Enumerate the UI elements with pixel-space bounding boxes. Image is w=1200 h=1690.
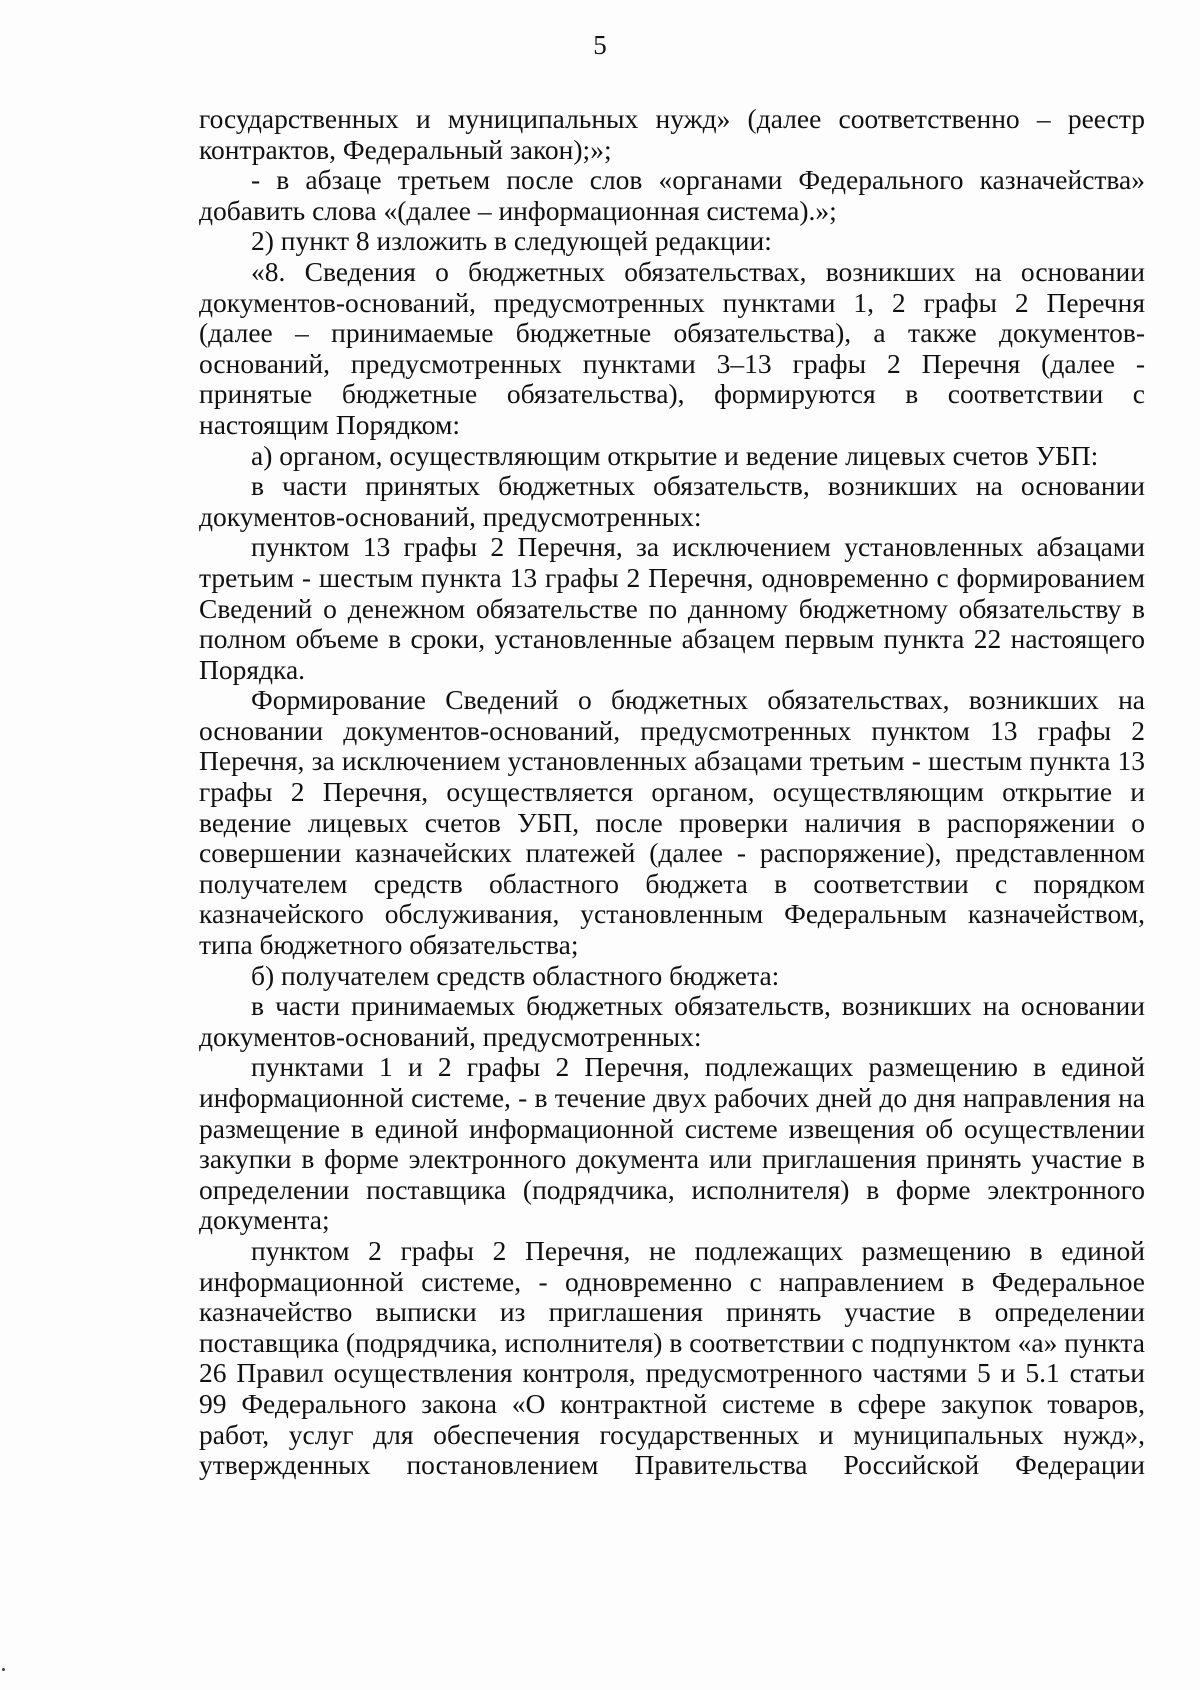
paragraph-1: государственных и муниципальных нужд» (далее соответственно – реестр контрактов, Федеральный закон);»; [199,103,1145,165]
paragraph-12: пунктом 2 графы 2 Перечня, не подлежащих размещению в единой информационной системе, - одновременно с направлением в Федеральное казначейство выписки из приглашения принять участие в определении поставщика (подрядчика, исполнителя) в соответствии с подпунктом «а» пункта 26 Правил осуществления контроля, предусмотренного частями 5 и 5.1 статьи 99 Федерального закона «О контрактной системе в сфере закупок товаров, работ, услуг для обеспечения государственных и муниципальных нужд», утвержденных постановлением Правительства Российской Федерации [199,1234,1145,1481]
paragraph-4: «8. Сведения о бюджетных обязательствах, возникших на основании документов-оснований, предусмотренных пунктами 1, 2 графы 2 Перечня (далее – принимаемые бюджетные обязательства), а также документов-оснований, предусмотренных пунктами 3–13 графы 2 Перечня (далее - принятые бюджетные обязательства), формируются в соответствии с настоящим Порядком: [199,255,1145,440]
paragraph-2: - в абзаце третьем после слов «органами Федерального казначейства» добавить слова «(далее – информационная система).»; [199,164,1145,226]
scan-speck [2,1668,5,1671]
paragraph-5: а) органом, осуществляющим открытие и ведение лицевых счетов УБП: [251,439,1099,471]
document-body [199,104,1145,1481]
paragraph-10: в части принимаемых бюджетных обязательств, возникших на основании документов-оснований, предусмотренных: [199,990,1145,1052]
paragraph-7: пунктом 13 графы 2 Перечня, за исключением установленных абзацами третьим - шестым пункта 13 графы 2 Перечня, одновременно с формированием Сведений о денежном обязательстве по данному бюджетному обязательству в полном объеме в сроки, установленные абзацем первым пункта 22 настоящего Порядка. [199,531,1145,685]
paragraph-8: Формирование Сведений о бюджетных обязательствах, возникших на основании документов-оснований, предусмотренных пунктом 13 графы 2 Перечня, за исключением установленных абзацами третьим - шестым пункта 13 графы 2 Перечня, осуществляется органом, осуществляющим открытие и ведение лицевых счетов УБП, после проверки наличия в распоряжении о совершении казначейских платежей (далее - распоряжение), представленном получателем средств областного бюджета в соответствии с порядком казначейского обслуживания, установленным Федеральным казначейством, типа бюджетного обязательства; [199,684,1145,961]
paragraph-9: б) получателем средств областного бюджета: [251,959,780,991]
paragraph-6: в части принятых бюджетных обязательств, возникших на основании документов-оснований, предусмотренных: [199,470,1145,532]
paragraph-11: пунктами 1 и 2 графы 2 Перечня, подлежащих размещению в единой информационной системе, - в течение двух рабочих дней до дня направления на размещение в единой информационной системе извещения об осуществлении закупки в форме электронного документа или приглашения принять участие в определении поставщика (подрядчика, исполнителя) в форме электронного документа; [199,1051,1145,1236]
page-number: 5 [593,30,607,60]
paragraph-3: 2) пункт 8 изложить в следующей редакции: [251,225,772,257]
